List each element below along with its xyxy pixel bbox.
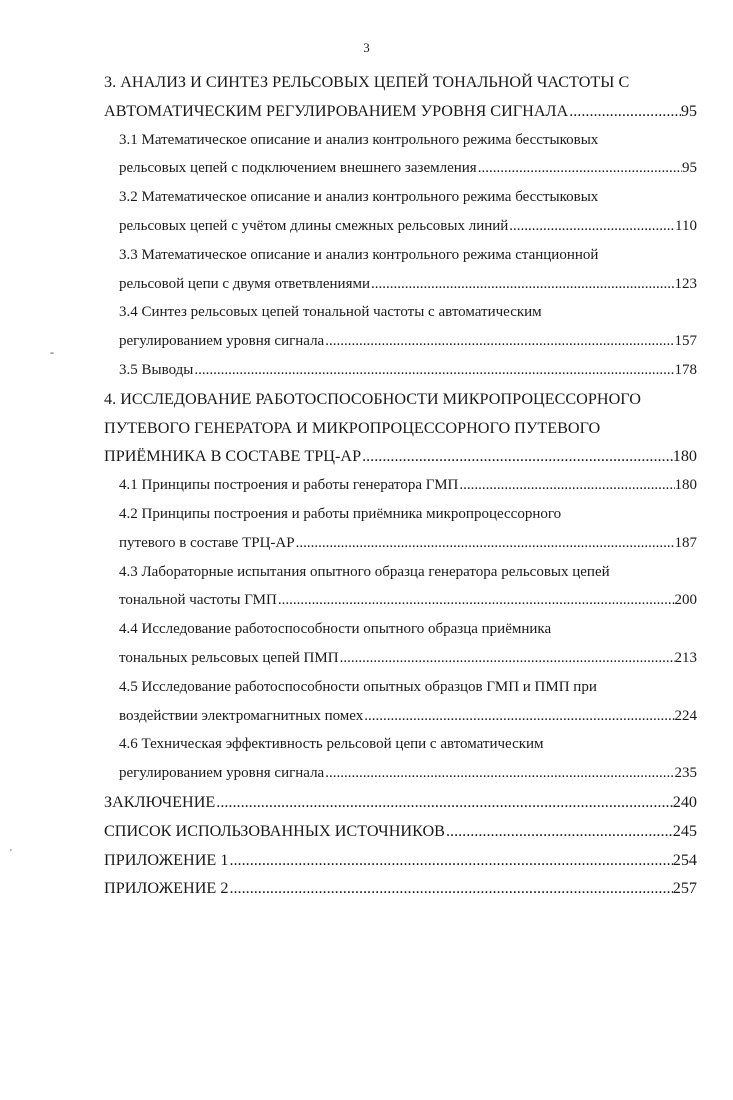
- toc-entry: [104, 730, 697, 788]
- toc-entry-title: тональных рельсовых цепей ПМП: [119, 649, 339, 666]
- toc-entry-title-line: 4.3 Лабораторные испытания опытного образца генератора рельсовых цепей: [119, 563, 610, 580]
- toc-entry-last-line: [119, 356, 697, 385]
- dot-leader: [477, 154, 682, 183]
- toc-entry: [104, 126, 697, 184]
- toc-entry-title-line: 3. АНАЛИЗ И СИНТЕЗ РЕЛЬСОВЫХ ЦЕПЕЙ ТОНАЛЬНОЙ ЧАСТОТЫ С: [104, 73, 630, 91]
- toc-entry-page-number: 254: [672, 850, 697, 869]
- toc-entry-last-line: [119, 529, 697, 558]
- toc-entry: [104, 874, 697, 903]
- dot-leader: [324, 327, 674, 356]
- toc-entry-last-line: [104, 846, 697, 875]
- toc-entry-last-line: [104, 817, 697, 846]
- dot-leader: [193, 356, 674, 385]
- toc-entry: [104, 817, 697, 846]
- toc-entry: [104, 356, 697, 385]
- toc-entry-title-line: 4.6 Техническая эффективность рельсовой цепи с автоматическим: [119, 736, 544, 753]
- toc-entry-page-number: 200: [674, 592, 697, 609]
- toc-entry-title: ПРИЛОЖЕНИЕ 1: [104, 850, 229, 869]
- margin-dash-mark: -: [50, 345, 54, 359]
- toc-entry-last-line: [119, 270, 697, 299]
- toc-entry: [104, 500, 697, 558]
- dot-leader: [508, 212, 675, 241]
- toc-entry-last-line: [119, 154, 697, 183]
- dot-leader: [361, 442, 673, 471]
- toc-entry-page-number: 245: [672, 821, 697, 840]
- toc-entry-title-line: ПУТЕВОГО ГЕНЕРАТОРА И МИКРОПРОЦЕССОРНОГО ПУТЕВОГО: [104, 418, 601, 437]
- toc-entry-title-line: 3.1 Математическое описание и анализ контрольного режима бесстыковых: [119, 131, 599, 148]
- toc-entry-page-number: 257: [672, 879, 697, 898]
- dot-leader: [215, 788, 672, 817]
- toc-entry-title: 3.5 Выводы: [119, 361, 194, 378]
- dot-leader: [339, 644, 675, 673]
- toc-entry-page-number: 240: [672, 792, 697, 811]
- toc-entry-title: ЗАКЛЮЧЕНИЕ: [104, 792, 216, 811]
- toc-entry-page-number: 123: [674, 275, 697, 292]
- toc-entry-title: путевого в составе ТРЦ-АР: [119, 534, 295, 551]
- dot-leader: [458, 471, 674, 500]
- toc-entry-last-line: [104, 874, 697, 903]
- toc-entry-last-line: [119, 327, 697, 356]
- toc-entry: [104, 385, 697, 471]
- margin-tick-mark: ': [10, 848, 12, 859]
- toc-entry-page-number: 187: [674, 534, 697, 551]
- toc-entry-page-number: 157: [674, 333, 697, 350]
- toc-entry-title-line: 3.3 Математическое описание и анализ контрольного режима станционной: [119, 246, 599, 263]
- dot-leader: [445, 817, 673, 846]
- toc-entry: [104, 788, 697, 817]
- toc-entry-page-number: 213: [674, 649, 697, 666]
- toc-entry-title-line: 4.2 Принципы построения и работы приёмника микропроцессорного: [119, 505, 562, 522]
- toc-entry-last-line: [119, 212, 697, 241]
- toc-entry-page-number: 224: [674, 707, 697, 724]
- toc-entry-title-line: 4. ИССЛЕДОВАНИЕ РАБОТОСПОСОБНОСТИ МИКРОПРОЦЕССОРНОГО: [104, 389, 641, 408]
- toc-entry-last-line: [119, 702, 697, 731]
- toc-entry-title-line: 4.5 Исследование работоспособности опытных образцов ГМП и ПМП при: [119, 678, 597, 695]
- toc-entry-title: ПРИЛОЖЕНИЕ 2: [104, 879, 229, 898]
- toc-entry: [104, 68, 697, 126]
- toc-entry: [104, 615, 697, 673]
- toc-entry-title-line: 4.4 Исследование работоспособности опытного образца приёмника: [119, 621, 552, 638]
- toc-entry-page-number: 235: [674, 765, 697, 782]
- toc-entry-last-line: [119, 586, 697, 615]
- toc-entry-last-line: [104, 97, 697, 126]
- toc-entry-title: ПРИЁМНИКА В СОСТАВЕ ТРЦ-АР: [104, 447, 362, 466]
- toc-entry-title: регулированием уровня сигнала: [119, 765, 325, 782]
- toc-entry-title-line: 3.2 Математическое описание и анализ контрольного режима бесстыковых: [119, 189, 599, 206]
- toc-entry-page-number: 95: [682, 160, 697, 177]
- dot-leader: [295, 529, 675, 558]
- toc-entry-title: рельсовой цепи с двумя ответвлениями: [119, 275, 371, 292]
- toc-entry: [104, 673, 697, 731]
- dot-leader: [277, 586, 675, 615]
- dot-leader: [363, 702, 674, 731]
- dot-leader: [370, 270, 674, 299]
- toc-entry-title: рельсовых цепей с учётом длины смежных рельсовых линий: [119, 217, 509, 234]
- toc-entry: [104, 298, 697, 356]
- dot-leader: [228, 874, 672, 903]
- toc-entry-last-line: [119, 471, 697, 500]
- toc-entry-last-line: [104, 442, 697, 471]
- toc-entry-title: СПИСОК ИСПОЛЬЗОВАННЫХ ИСТОЧНИКОВ: [104, 821, 445, 840]
- toc-entry-page-number: 110: [675, 217, 697, 234]
- toc-entry-title: рельсовых цепей с подключением внешнего заземления: [119, 160, 477, 177]
- toc-entry-title-line: 3.4 Синтез рельсовых цепей тональной частоты с автоматическим: [119, 304, 542, 321]
- toc-entry-title: воздействии электромагнитных помех: [119, 707, 364, 724]
- toc-entry: [104, 471, 697, 500]
- toc-entry-last-line: [119, 644, 697, 673]
- dot-leader: [228, 846, 672, 875]
- toc-entry: [104, 241, 697, 299]
- toc-entry-title: регулированием уровня сигнала: [119, 333, 325, 350]
- toc-entry-title: 4.1 Принципы построения и работы генератора ГМП: [119, 477, 459, 494]
- page-number: 3: [363, 40, 370, 55]
- table-of-contents: [104, 68, 697, 903]
- dot-leader: [568, 97, 681, 126]
- toc-entry-page-number: 180: [674, 477, 697, 494]
- dot-leader: [324, 759, 674, 788]
- toc-entry-page-number: 180: [672, 447, 697, 466]
- toc-entry: [104, 183, 697, 241]
- toc-entry-title: тональной частоты ГМП: [119, 592, 277, 609]
- toc-entry: [104, 846, 697, 875]
- toc-entry-page-number: 95: [680, 101, 697, 120]
- toc-entry-last-line: [104, 788, 697, 817]
- toc-entry: [104, 558, 697, 616]
- toc-entry-title: АВТОМАТИЧЕСКИМ РЕГУЛИРОВАНИЕМ УРОВНЯ СИГНАЛА: [104, 101, 569, 120]
- toc-entry-page-number: 178: [674, 361, 697, 378]
- toc-entry-last-line: [119, 759, 697, 788]
